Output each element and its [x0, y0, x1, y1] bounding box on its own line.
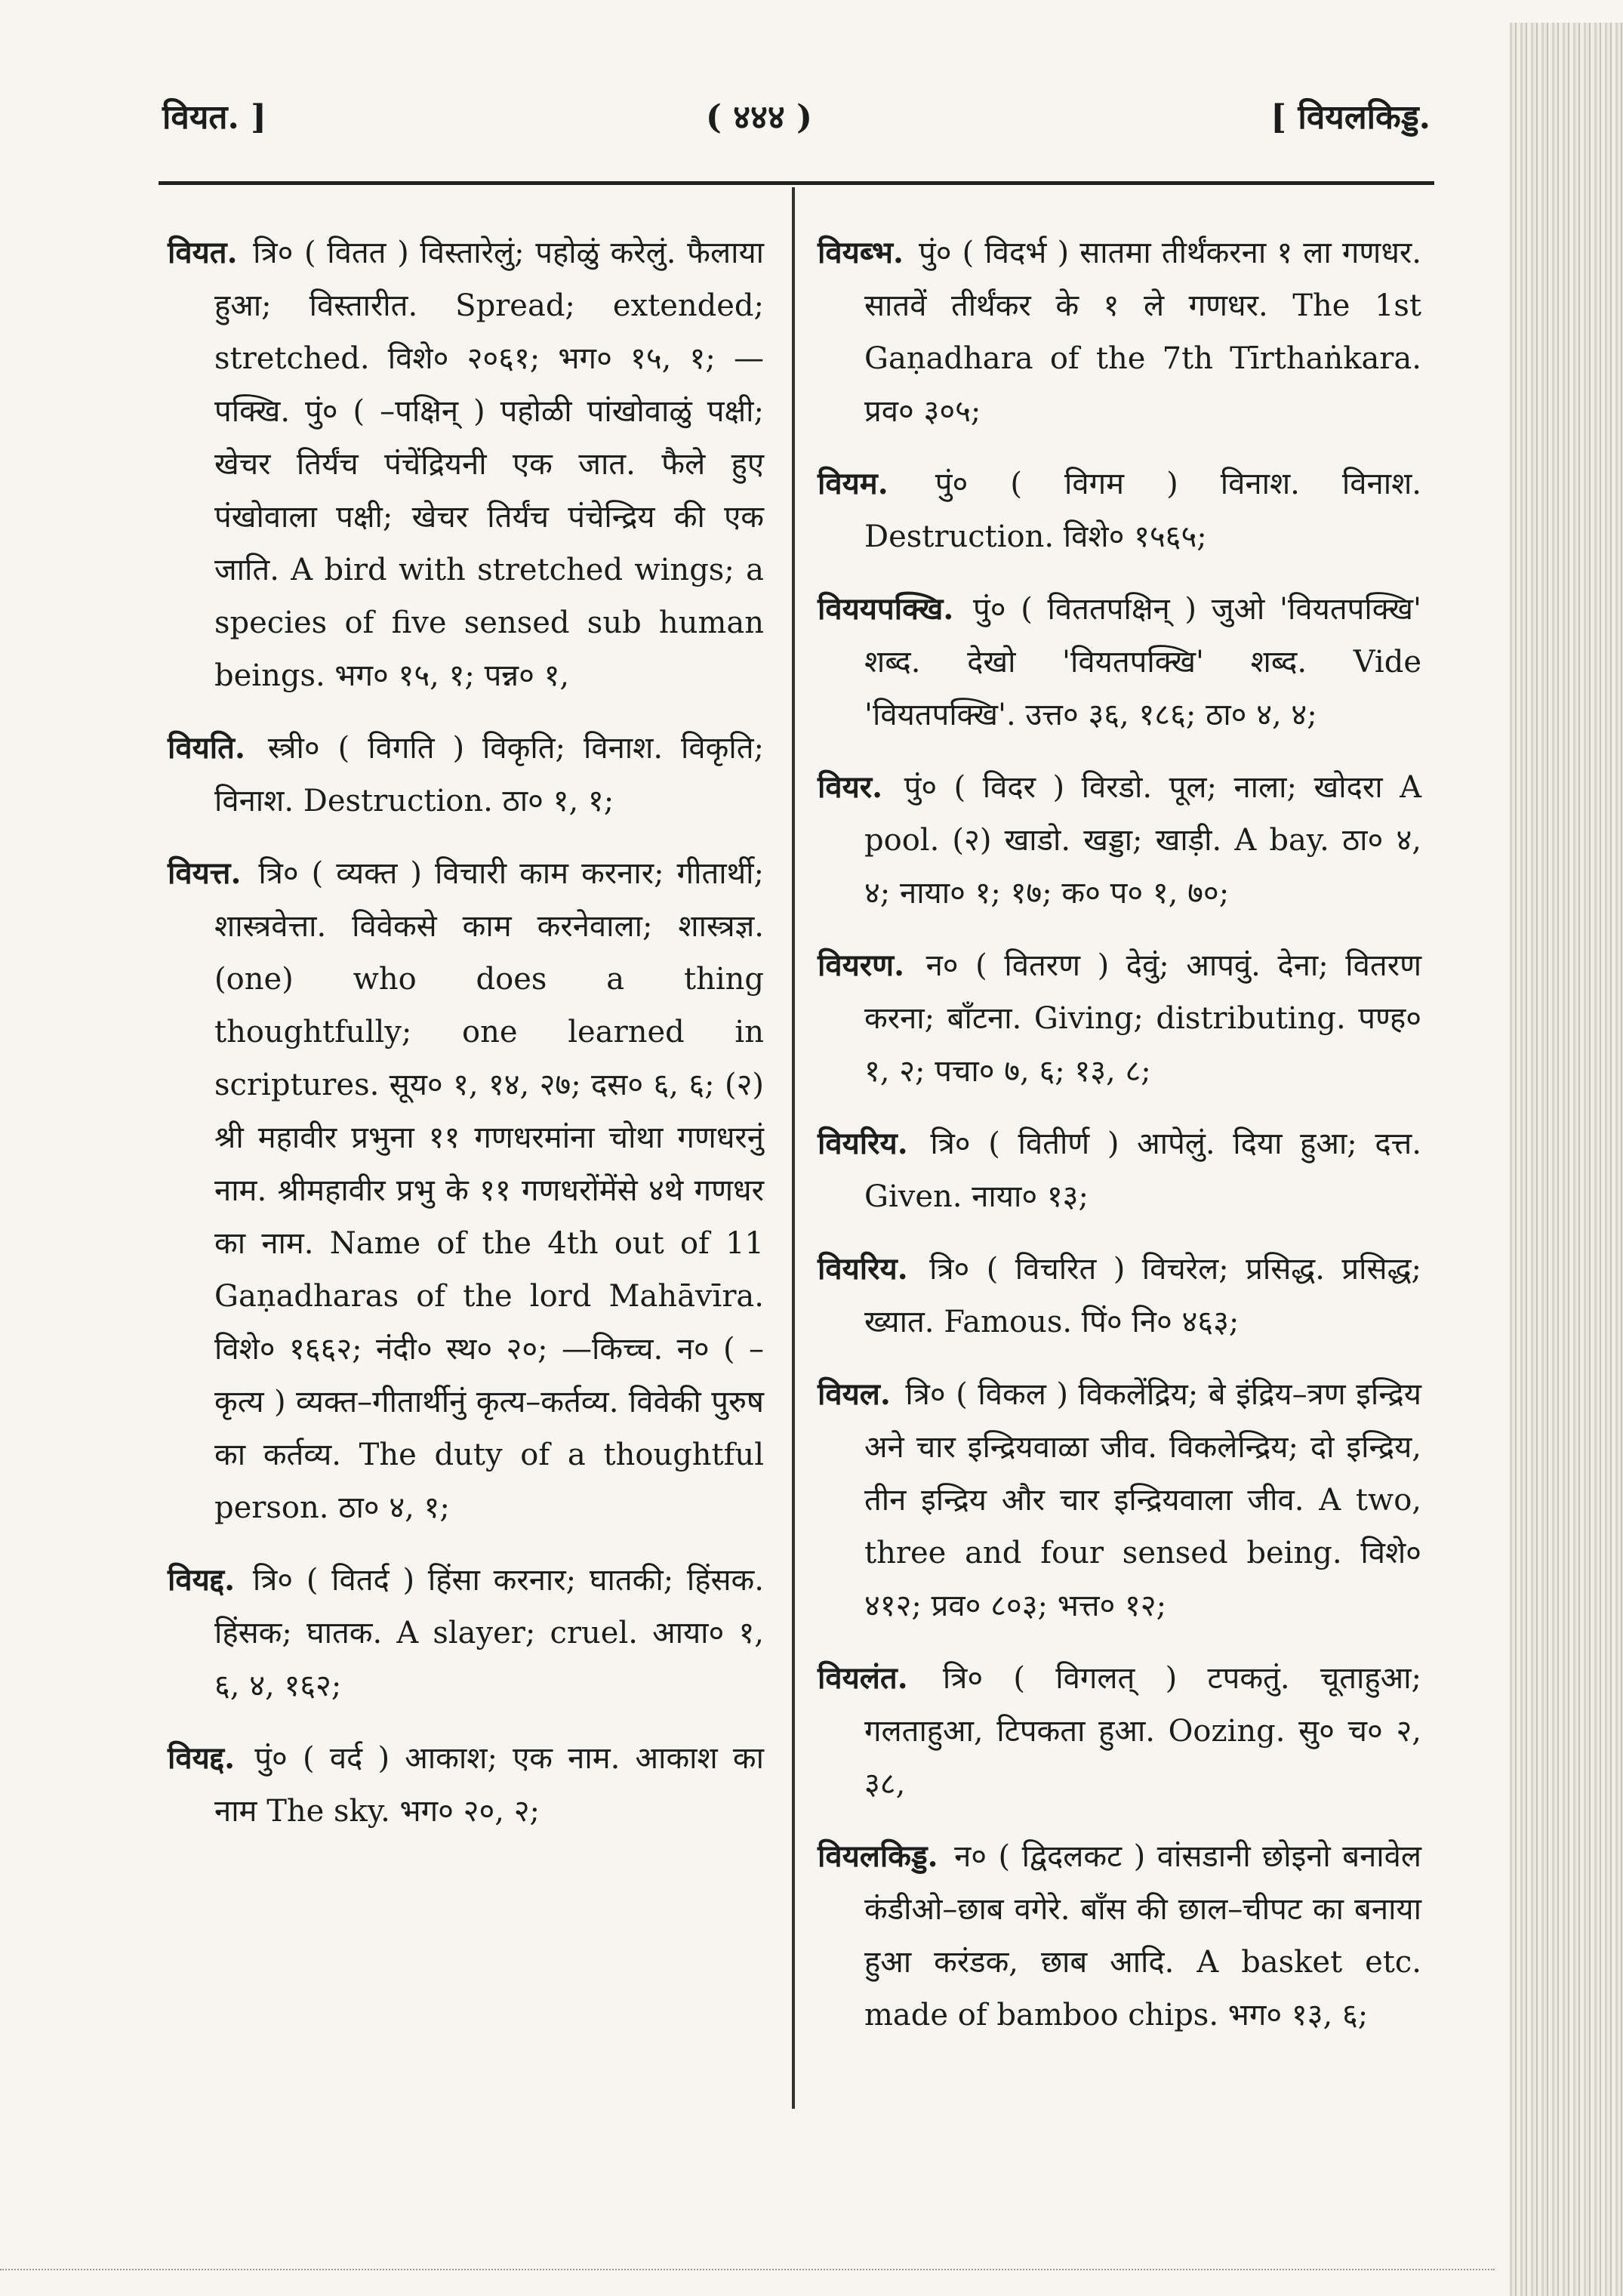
- dictionary-entry: [818, 1117, 1421, 1223]
- entry-headword: वियरिय.: [818, 1126, 908, 1161]
- entry-text: पुं० ( विततपक्षिन् ) जुओ 'वियतपक्खि' शब्द. देखो 'वियतपक्खि' शब्द. Vide 'वियतपक्खि'. उत्त० ३६, १८६; ठा० ४, ४;: [864, 592, 1421, 732]
- entry-headword: वियर.: [818, 769, 883, 805]
- entry-headword: वियलंत.: [818, 1660, 908, 1696]
- entry-text: पुं० ( वर्द ) आकाश; एक नाम. आकाश का नाम The sky. भग० २०, २;: [214, 1741, 764, 1829]
- dictionary-entry: [818, 1830, 1421, 2042]
- entry-text: त्रि० ( विकल ) विकलेंद्रिय; बे इंद्रिय–त्रण इन्द्रिय अने चार इन्द्रियवाळा जीव. विकलेन्द्रिय; दो इन्द्रिय, तीन इन्द्रिय और चार इन्द्रियवाला जीव. A two, three and four sensed being. विशे० ४१२; प्रव० ८०३; भत्त० १२;: [864, 1377, 1421, 1623]
- dictionary-entry: [818, 939, 1421, 1098]
- entry-headword: वियरण.: [818, 948, 905, 983]
- dictionary-entry: [818, 227, 1421, 438]
- entry-headword: वियल.: [818, 1376, 891, 1412]
- dictionary-entry: [168, 1732, 764, 1838]
- entry-headword: वियद्द.: [168, 1562, 236, 1598]
- entry-text: त्रि० ( विचरित ) विचरेल; प्रसिद्ध. प्रसिद्ध; ख्यात. Famous. पिं० नि० ४६३;: [864, 1252, 1422, 1339]
- entry-text: स्त्री० ( विगति ) विकृति; विनाश. विकृति; विनाश. Destruction. ठा० १, १;: [214, 731, 764, 818]
- dictionary-entry: [168, 1554, 764, 1712]
- entry-text: पुं० ( विगम ) विनाश. विनाश. Destruction. विशे० १५६५;: [864, 467, 1421, 554]
- header-rule: [159, 181, 1434, 185]
- dictionary-entry: [818, 1243, 1421, 1348]
- dictionary-entry: [168, 847, 764, 1534]
- entry-headword: वियलकिड्ड.: [818, 1838, 938, 1874]
- dictionary-entry: [818, 761, 1421, 920]
- entry-text: न० ( द्विदलकट ) वांसडानी छोइनो बनावेल कंडीओ–छाब वगेरे. बाँस की छाल–चीपट का बनाया हुआ करंडक, छाब आदि. A basket etc. made of bamboo chips. भग० १३, ६;: [864, 1839, 1421, 2032]
- scan-edge-shadow: [1510, 23, 1623, 2296]
- entry-text: त्रि० ( वितर्द ) हिंसा करनार; घातकी; हिंसक. हिंसक; घातक. A slayer; cruel. आया० १, ६, ४, १६२;: [214, 1563, 764, 1703]
- entry-headword: वियति.: [168, 730, 245, 766]
- entry-text: पुं० ( विदर्भ ) सातमा तीर्थंकरना १ ला गणधर. सातवें तीर्थंकर के १ ले गणधर. The 1st Gaṇadhara of the 7th Tīrthaṅkara. प्रव० ३०५;: [864, 236, 1421, 429]
- entry-headword: विययपक्खि.: [818, 591, 954, 627]
- entry-text: पुं० ( विदर ) विरडो. पूल; नाला; खोदरा A pool. (२) खाडो. खड्डा; खाड़ी. A bay. ठा० ४, ४; नाया० १; १७; क० प० १, ७०;: [864, 770, 1421, 911]
- column-divider: [792, 187, 795, 2109]
- left-column: [168, 227, 764, 1857]
- entry-headword: वियरिय.: [818, 1251, 908, 1287]
- entry-headword: वियत.: [168, 235, 238, 270]
- dictionary-entry: [818, 1652, 1421, 1811]
- entry-text: त्रि० ( वितत ) विस्तारेलुं; पहोळुं करेलुं. फैलाया हुआ; विस्तारीत. Spread; extended; stretched. विशे० २०६१; भग० १५, १; —पक्खि. पुं० ( –पक्षिन् ) पहोळी पांखोवाळुं पक्षी; खेचर तिर्यंच पंचेंद्रियनी एक जात. फैले हुए पंखोवाला पक्षी; खेचर तिर्यंच पंचेन्द्रिय की एक जाति. A bird with stretched wings; a species of five sensed sub human beings. भग० १५, १; पन्न० १,: [214, 236, 765, 693]
- dictionary-entry: [168, 722, 764, 827]
- entry-headword: वियत्त.: [168, 855, 242, 891]
- dictionary-entry: [818, 1368, 1421, 1632]
- entry-headword: वियद्द.: [168, 1740, 236, 1776]
- page-number: ( ४४४ ): [706, 98, 812, 137]
- entry-headword: वियम.: [818, 466, 888, 501]
- dictionary-entry: [818, 458, 1421, 563]
- page-header: [162, 87, 1431, 155]
- header-right-headword: [ वियलकिड्ड.: [1270, 98, 1431, 137]
- entry-text: त्रि० ( विगलत् ) टपकतुं. चूताहुआ; गलताहुआ, टिपकता हुआ. Oozing. सु० च० २, ३८,: [864, 1661, 1421, 1801]
- entry-text: त्रि० ( व्यक्त ) विचारी काम करनार; गीतार्थी; शास्त्रवेत्ता. विवेकसे काम करनेवाला; शास्त्रज्ञ. (one) who does a thing thoughtfully; one learned in scriptures. सूय० १, १४, २७; दस० ६, ६; (२) श्री महावीर प्रभुना ११ गणधरमांना चोथा गणधरनुं नाम. श्रीमहावीर प्रभु के ११ गणधरोंमेंसे ४थे गणधर का नाम. Name of the 4th out of 11 Gaṇadharas of the lord Mahāvīra. विशे० १६६२; नंदी० स्थ० २०; —किच्च. न० ( –कृत्य ) व्यक्त–गीतार्थीनुं कृत्य–कर्तव्य. विवेकी पुरुष का कर्तव्य. The duty of a thoughtful person. ठा० ४, १;: [214, 856, 764, 1525]
- bottom-rule: [0, 2269, 1495, 2272]
- dictionary-entry: [818, 583, 1421, 741]
- entry-text: न० ( वितरण ) देवुं; आपवुं. देना; वितरण करना; बाँटना. Giving; distributing. पण्ह० १, २; पचा० ७, ६; १३, ८;: [864, 948, 1421, 1089]
- right-column: [818, 227, 1421, 2061]
- entry-text: त्रि० ( वितीर्ण ) आपेलुं. दिया हुआ; दत्त. Given. नाया० १३;: [864, 1126, 1422, 1214]
- entry-headword: वियब्भ.: [818, 235, 904, 270]
- dictionary-entry: [168, 227, 764, 702]
- header-left-headword: वियत. ]: [162, 98, 266, 137]
